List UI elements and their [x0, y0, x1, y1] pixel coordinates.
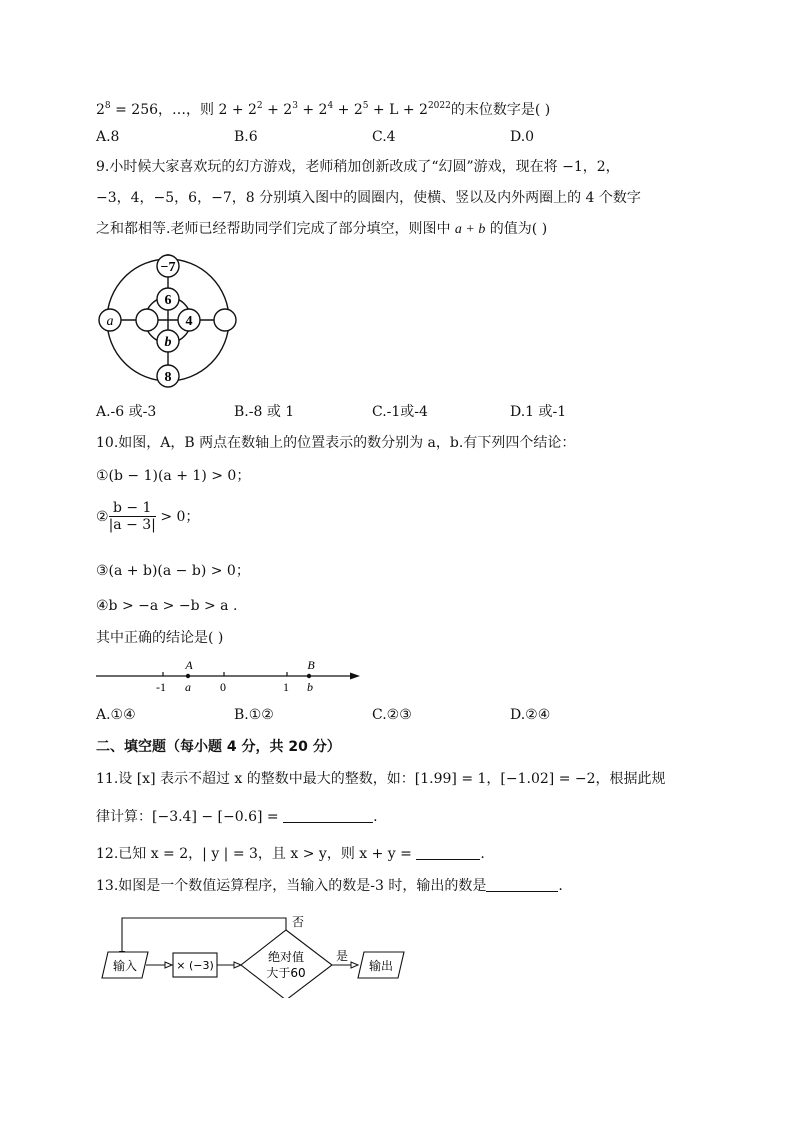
tick-1: 1 [283, 680, 289, 694]
arrow-head [350, 673, 360, 680]
decision-line-1: 绝对值 [267, 950, 305, 964]
circle-left: a [106, 314, 114, 329]
q11-line-2: 律计算：[−3.4] − [−0.6] = . [96, 809, 378, 825]
q10-option-a[interactable]: A.①④ [96, 707, 136, 723]
q12-line: 12.已知 x = 2，| y | = 3，且 x > y，则 x + y = . [96, 846, 485, 862]
input-label: 输入 [112, 959, 138, 973]
circle-top: −7 [160, 260, 176, 275]
answer-blank[interactable] [416, 845, 480, 860]
q9-option-d[interactable]: D.1 或-1 [510, 404, 567, 420]
circle-right [214, 309, 236, 331]
q9-option-c[interactable]: C.-1或-4 [372, 404, 428, 420]
tick-0: 0 [220, 680, 226, 694]
circle-lower: b [164, 335, 172, 350]
flowchart-figure [96, 908, 416, 998]
circle-bottom: 8 [164, 370, 172, 385]
decision-diamond [241, 930, 332, 998]
q9-line-2: −3，4，−5，6，−7，8 分别填入图中的圆圈内，使横、竖以及内外两圈上的 4 个数字 [96, 190, 641, 206]
q8-expression: $2^8 = 256$，…，则 $2 + 2^2 + 2^3 + 2^4 + 2^5 + L + 2^{2022}$的末位数字是( ) [96, 101, 551, 118]
circle-right-inner: 4 [185, 314, 193, 329]
q9-line-3: 之和都相等.老师已经帮助同学们完成了部分填空，则图中 a + b 的值为( ) [96, 221, 548, 237]
q10-conclusion-2: ② $\frac{b - 1}{|a - 3|}$ > 0； [96, 500, 200, 533]
number-line-figure [94, 656, 364, 696]
circle-upper: 6 [164, 293, 172, 308]
decision-line-2: 大于60 [266, 966, 306, 980]
point-a [186, 674, 190, 678]
q13-line: 13.如图是一个数值运算程序，当输入的数是-3 时，输出的数是 . [96, 878, 563, 894]
q9-line-1: 9.小时候大家喜欢玩的幻方游戏，老师稍加创新改成了“幻圆”游戏，现在将 −1，2， [96, 159, 620, 175]
q10-option-c[interactable]: C.②③ [372, 707, 412, 723]
q8-option-c[interactable]: C.4 [372, 129, 396, 145]
q8-option-a[interactable]: A.8 [96, 129, 120, 145]
label-var-b: b [307, 680, 313, 694]
q10-line-1: 10.如图，A，B 两点在数轴上的位置表示的数分别为 a，b.有下列四个结论： [96, 435, 576, 451]
q10-conclusion-3: ③(a + b)(a − b) > 0； [96, 563, 250, 579]
output-label: 输出 [368, 959, 394, 973]
magic-circle-figure [96, 252, 242, 392]
fraction: $\frac{b - 1}{|a - 3|}$ [108, 500, 156, 533]
q9-option-a[interactable]: A.-6 或-3 [96, 404, 157, 420]
q10-option-d[interactable]: D.②④ [510, 707, 551, 723]
q10-prompt: 其中正确的结论是( ) [96, 630, 224, 646]
q10-conclusion-4: ④b > −a > −b > a . [96, 598, 238, 614]
label-no: 否 [292, 915, 305, 929]
label-point-b: B [307, 658, 315, 672]
section-2-title: 二、填空题（每小题 4 分，共 20 分） [96, 739, 341, 755]
operation-label: × (−3) [176, 959, 214, 972]
point-b [307, 674, 311, 678]
label-var-a: a [185, 680, 191, 694]
q8-option-d[interactable]: D.0 [510, 129, 535, 145]
q10-option-b[interactable]: B.①② [234, 707, 274, 723]
tick-neg1: -1 [156, 680, 166, 694]
answer-blank[interactable] [283, 808, 373, 823]
q8-option-b[interactable]: B.6 [234, 129, 258, 145]
answer-blank[interactable] [486, 877, 558, 892]
label-point-a: A [185, 658, 193, 672]
label-yes: 是 [336, 949, 349, 963]
q11-line-1: 11.设 [x] 表示不超过 x 的整数中最大的整数，如：[1.99] = 1，[−1.02] = −2，根据此规 [96, 771, 666, 787]
q9-option-b[interactable]: B.-8 或 1 [234, 404, 295, 420]
q10-conclusion-1: ①(b − 1)(a + 1) > 0； [96, 468, 251, 484]
